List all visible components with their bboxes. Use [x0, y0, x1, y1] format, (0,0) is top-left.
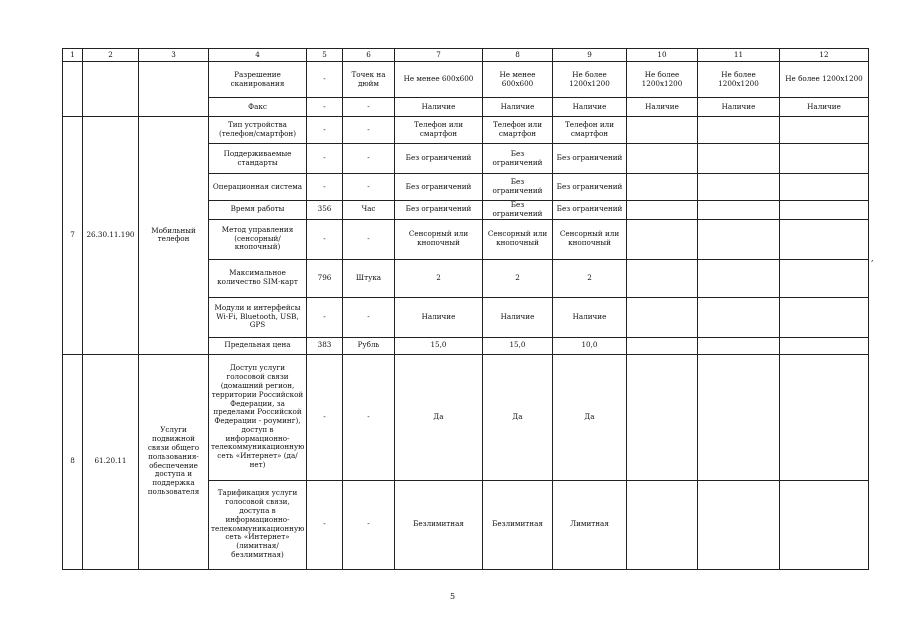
- empty-cell: [627, 337, 698, 354]
- code-cell: 356: [307, 201, 343, 220]
- group0-num-cell: [63, 62, 83, 117]
- value-cell: Не более 1200х1200: [627, 62, 698, 98]
- param-cell: Метод управления (сенсорный/ кнопочный): [209, 219, 307, 259]
- value-cell: Безлимитная: [395, 480, 483, 569]
- header-row: [63, 49, 869, 62]
- value-cell: 2: [553, 259, 627, 297]
- value-cell: Сенсорный или кнопочный: [483, 219, 553, 259]
- param-cell: Модули и интерфейсы Wi-Fi, Bluetooth, USB, GPS: [209, 297, 307, 337]
- unit-cell: -: [343, 117, 395, 144]
- value-cell: 2: [395, 259, 483, 297]
- unit-cell: -: [343, 144, 395, 174]
- value-cell: Да: [553, 354, 627, 480]
- value-cell: 10,0: [553, 337, 627, 354]
- empty-cell: [627, 144, 698, 174]
- unit-cell: -: [343, 219, 395, 259]
- code-cell: -: [307, 98, 343, 117]
- value-cell: Наличие: [553, 98, 627, 117]
- param-cell: Поддерживаемые стандарты: [209, 144, 307, 174]
- col-number-5: 5: [307, 49, 343, 62]
- code-cell: -: [307, 174, 343, 201]
- value-cell: Да: [483, 354, 553, 480]
- code-cell: 796: [307, 259, 343, 297]
- empty-cell: [627, 117, 698, 144]
- empty-cell: [780, 174, 869, 201]
- empty-cell: [698, 297, 780, 337]
- empty-cell: [627, 297, 698, 337]
- empty-cell: [780, 201, 869, 220]
- unit-cell: -: [343, 480, 395, 569]
- unit-cell: Час: [343, 201, 395, 220]
- value-cell: Наличие: [483, 297, 553, 337]
- value-cell: Да: [395, 354, 483, 480]
- param-cell: Тарификация услуги голосовой связи, доступа в информационно-телекоммуникационную сеть «Интернет» (лимитная/ безлимитная): [209, 480, 307, 569]
- col-number-3: 3: [139, 49, 209, 62]
- param-cell: Максимальное количество SIM-карт: [209, 259, 307, 297]
- empty-cell: [627, 174, 698, 201]
- value-cell: 15,0: [483, 337, 553, 354]
- value-cell: Не менее 600х600: [395, 62, 483, 98]
- unit-cell: Штука: [343, 259, 395, 297]
- value-cell: Не более 1200х1200: [780, 62, 869, 98]
- unit-cell: -: [343, 174, 395, 201]
- empty-cell: [780, 259, 869, 297]
- empty-cell: [780, 297, 869, 337]
- code-cell: -: [307, 117, 343, 144]
- value-cell: Наличие: [698, 98, 780, 117]
- col-number-6: 6: [343, 49, 395, 62]
- empty-cell: [780, 144, 869, 174]
- empty-cell: [698, 354, 780, 480]
- stray-comma-mark: ,: [871, 254, 874, 263]
- value-cell: Сенсорный или кнопочный: [553, 219, 627, 259]
- code-cell: -: [307, 62, 343, 98]
- unit-cell: -: [343, 297, 395, 337]
- unit-cell: -: [343, 98, 395, 117]
- code-cell: -: [307, 480, 343, 569]
- value-cell: Наличие: [395, 297, 483, 337]
- empty-cell: [627, 480, 698, 569]
- value-cell: Телефон или смартфон: [395, 117, 483, 144]
- item-number: 7: [63, 117, 83, 355]
- empty-cell: [780, 354, 869, 480]
- value-cell: Наличие: [553, 297, 627, 337]
- item-name: Мобильный телефон: [139, 117, 209, 355]
- col-number-9: 9: [553, 49, 627, 62]
- code-cell: -: [307, 219, 343, 259]
- empty-cell: [698, 201, 780, 220]
- param-cell: Предельная цена: [209, 337, 307, 354]
- value-cell: Не более 1200х1200: [553, 62, 627, 98]
- value-cell: Безлимитная: [483, 480, 553, 569]
- col-number-10: 10: [627, 49, 698, 62]
- value-cell: Без ограничений: [483, 174, 553, 201]
- value-cell: Без ограничений: [395, 144, 483, 174]
- param-cell: Разрешение сканирования: [209, 62, 307, 98]
- okpd-code: 61.20.11: [83, 354, 139, 569]
- group0-name-cell: [139, 62, 209, 117]
- unit-cell: Точек на дюйм: [343, 62, 395, 98]
- unit-cell: Рубль: [343, 337, 395, 354]
- empty-cell: [780, 219, 869, 259]
- value-cell: Без ограничений: [553, 201, 627, 220]
- col-number-7: 7: [395, 49, 483, 62]
- value-cell: Наличие: [483, 98, 553, 117]
- col-number-11: 11: [698, 49, 780, 62]
- empty-cell: [627, 219, 698, 259]
- empty-cell: [698, 117, 780, 144]
- requirements-table: [62, 48, 869, 570]
- param-cell: Время работы: [209, 201, 307, 220]
- value-cell: Наличие: [780, 98, 869, 117]
- empty-cell: [627, 354, 698, 480]
- value-cell: Наличие: [627, 98, 698, 117]
- code-cell: -: [307, 144, 343, 174]
- col-number-1: 1: [63, 49, 83, 62]
- unit-cell: -: [343, 354, 395, 480]
- empty-cell: [698, 259, 780, 297]
- empty-cell: [780, 117, 869, 144]
- empty-cell: [627, 259, 698, 297]
- col-number-8: 8: [483, 49, 553, 62]
- value-cell: 15,0: [395, 337, 483, 354]
- col-number-12: 12: [780, 49, 869, 62]
- param-cell: Факс: [209, 98, 307, 117]
- value-cell: Без ограничений: [395, 201, 483, 220]
- okpd-code: 26.30.11.190: [83, 117, 139, 355]
- value-cell: Наличие: [395, 98, 483, 117]
- col-number-4: 4: [209, 49, 307, 62]
- param-cell: Тип устройства (телефон/смартфон): [209, 117, 307, 144]
- empty-cell: [698, 144, 780, 174]
- empty-cell: [698, 219, 780, 259]
- value-cell: Телефон или смартфон: [483, 117, 553, 144]
- table-row: [63, 62, 869, 98]
- value-cell: 2: [483, 259, 553, 297]
- page-number: 5: [449, 592, 456, 601]
- code-cell: -: [307, 354, 343, 480]
- table-row: [63, 354, 869, 480]
- empty-cell: [627, 201, 698, 220]
- item-number: 8: [63, 354, 83, 569]
- empty-cell: [698, 480, 780, 569]
- empty-cell: [780, 480, 869, 569]
- empty-cell: [780, 337, 869, 354]
- value-cell: Без ограничений: [553, 144, 627, 174]
- code-cell: 383: [307, 337, 343, 354]
- table-row: [63, 117, 869, 144]
- group0-okpd-cell: [83, 62, 139, 117]
- item-name: Услуги подвижной связи общего пользования- обеспечение доступа и поддержка пользователя: [139, 354, 209, 569]
- param-cell: Доступ услуги голосовой связи (домашний регион, территории Российской Федерации, за пределами Российской Федерации - роуминг), доступ в информационно-телекоммуникационную сеть «Интернет» (да/нет): [209, 354, 307, 480]
- code-cell: -: [307, 297, 343, 337]
- col-number-2: 2: [83, 49, 139, 62]
- value-cell: Не более 1200х1200: [698, 62, 780, 98]
- value-cell: Не менее 600х600: [483, 62, 553, 98]
- value-cell: Без ограничений: [483, 144, 553, 174]
- value-cell: Телефон или смартфон: [553, 117, 627, 144]
- value-cell: Сенсорный или кнопочный: [395, 219, 483, 259]
- param-cell: Операционная система: [209, 174, 307, 201]
- value-cell: Без ограничений: [483, 201, 553, 220]
- value-cell: Без ограничений: [395, 174, 483, 201]
- empty-cell: [698, 174, 780, 201]
- value-cell: Без ограничений: [553, 174, 627, 201]
- value-cell: Лимитная: [553, 480, 627, 569]
- empty-cell: [698, 337, 780, 354]
